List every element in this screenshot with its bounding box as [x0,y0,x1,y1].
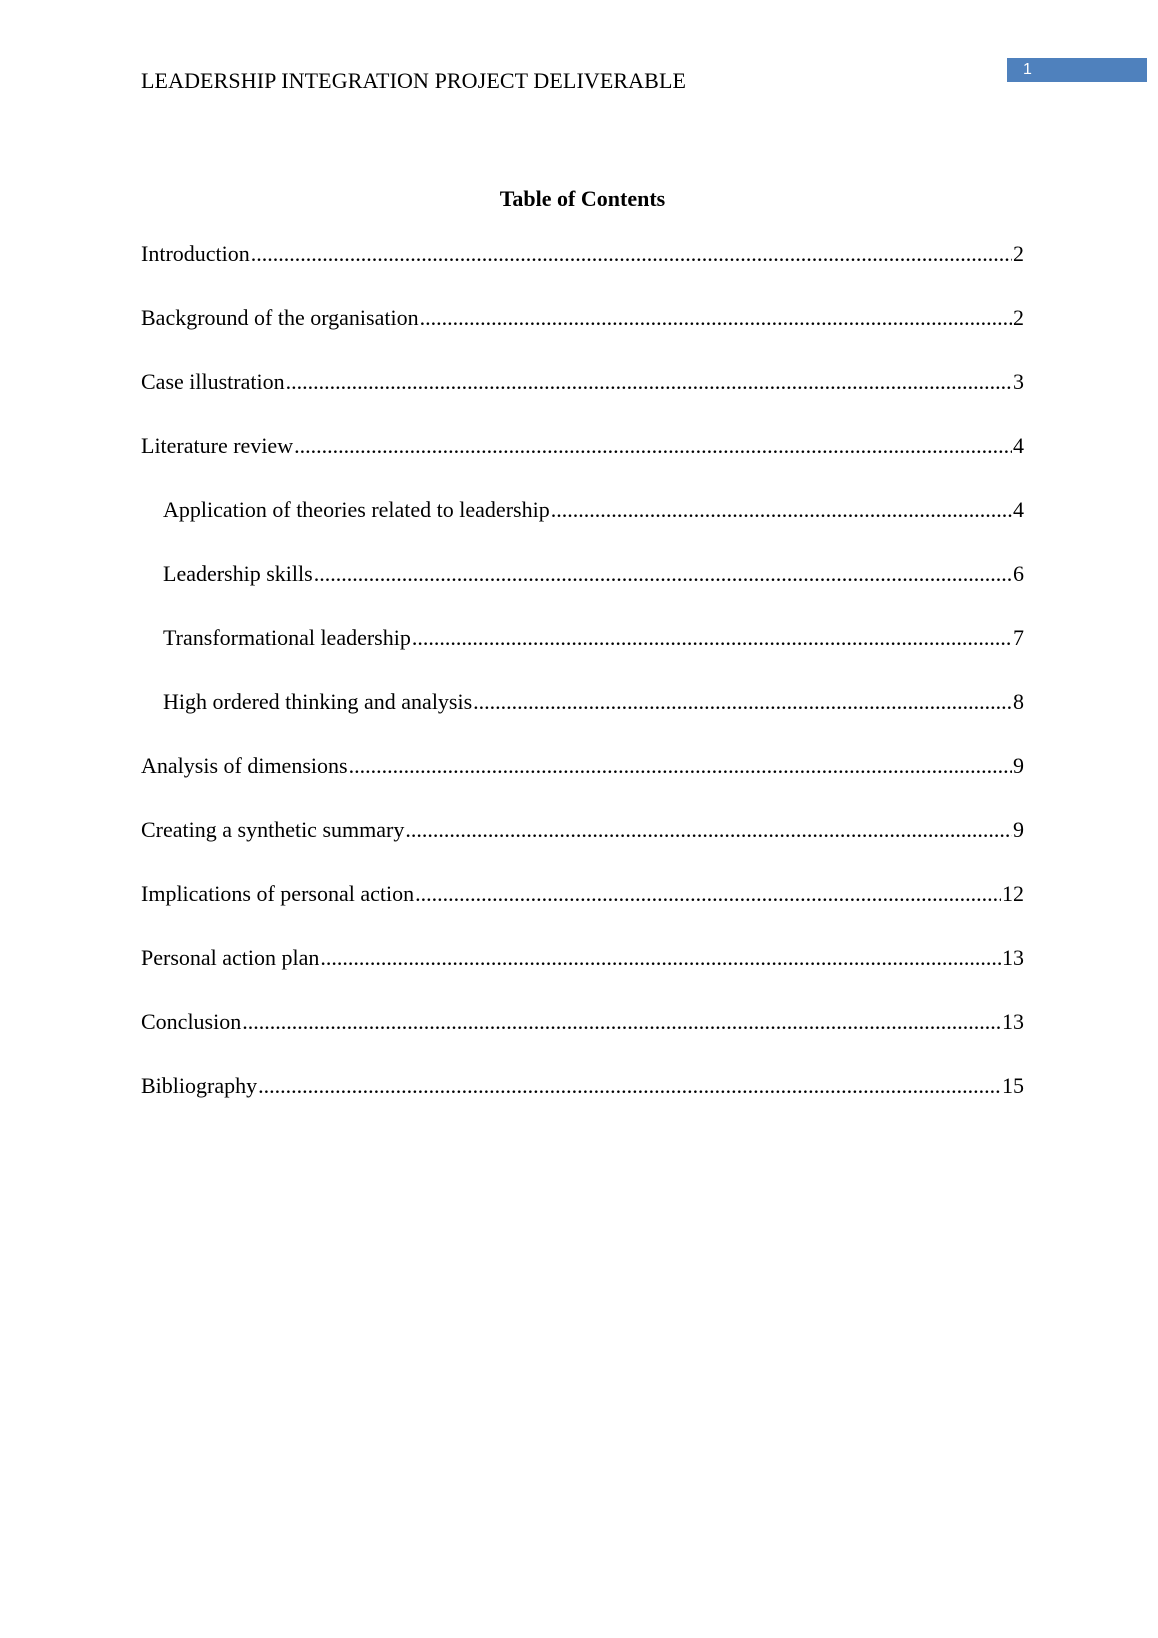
toc-entry-page: 3 [1013,369,1024,394]
dot-leader [412,625,1012,651]
dot-leader [320,945,1001,971]
toc-entry-synthetic-summary[interactable] [141,817,1024,881]
toc-entry-background[interactable] [141,305,1024,369]
toc-entry-implications[interactable] [141,881,1024,945]
toc-entry-page: 8 [1013,689,1024,714]
toc-entry-label: Creating a synthetic summary [141,817,405,842]
dot-leader [420,305,1012,331]
toc-entry-label: High ordered thinking and analysis [163,689,473,714]
toc-entry-label: Case illustration [141,369,285,394]
toc-entry-label: Conclusion [141,1009,242,1034]
toc-entry-high-ordered-thinking[interactable] [141,689,1024,753]
dot-leader [405,817,1012,843]
toc-entry-page: 13 [1002,945,1024,970]
dot-leader [349,753,1012,779]
toc-entry-transformational-leadership[interactable] [141,625,1024,689]
dot-leader [286,369,1012,395]
toc-entry-page: 9 [1013,817,1024,842]
toc-entry-introduction[interactable] [141,241,1024,305]
toc-entry-page: 6 [1013,561,1024,586]
toc-entry-conclusion[interactable] [141,1009,1024,1073]
toc-entry-page: 13 [1002,1009,1024,1034]
toc-entry-label: Transformational leadership [163,625,411,650]
toc-entry-page: 2 [1013,241,1024,266]
toc-entry-page: 4 [1013,433,1024,458]
toc-entry-label: Background of the organisation [141,305,419,330]
toc-entry-label: Introduction [141,241,250,266]
toc-entry-label: Leadership skills [163,561,313,586]
toc-entry-page: 7 [1013,625,1024,650]
toc-entry-page: 12 [1002,881,1024,906]
toc-title: Table of Contents [499,186,666,211]
toc-entry-label: Implications of personal action [141,881,415,906]
toc-entry-label: Analysis of dimensions [141,753,348,778]
toc-entry-label: Personal action plan [141,945,320,970]
toc-entry-literature-review[interactable] [141,433,1024,497]
dot-leader [258,1073,1001,1099]
toc-entry-label: Application of theories related to leadership [163,497,550,522]
toc-entry-bibliography[interactable] [141,1073,1024,1137]
toc-entry-personal-action-plan[interactable] [141,945,1024,1009]
dot-leader [314,561,1012,587]
toc-entry-application-of-theories[interactable] [141,497,1024,561]
toc-entry-label: Bibliography [141,1073,258,1098]
toc-entry-page: 15 [1002,1073,1024,1098]
dot-leader [473,689,1012,715]
dot-leader [242,1009,1001,1035]
toc-entry-page: 9 [1013,753,1024,778]
page-number: 1 [1007,58,1147,82]
toc-entry-leadership-skills[interactable] [141,561,1024,625]
toc-entry-page: 4 [1013,497,1024,522]
toc-entry-page: 2 [1013,305,1024,330]
running-header: LEADERSHIP INTEGRATION PROJECT DELIVERABLE [141,68,687,93]
dot-leader [551,497,1012,523]
dot-leader [294,433,1012,459]
toc-entry-label: Literature review [141,433,294,458]
table-of-contents [141,241,1024,1137]
toc-entry-analysis-of-dimensions[interactable] [141,753,1024,817]
dot-leader [415,881,1001,907]
dot-leader [251,241,1012,267]
toc-entry-case-illustration[interactable] [141,369,1024,433]
